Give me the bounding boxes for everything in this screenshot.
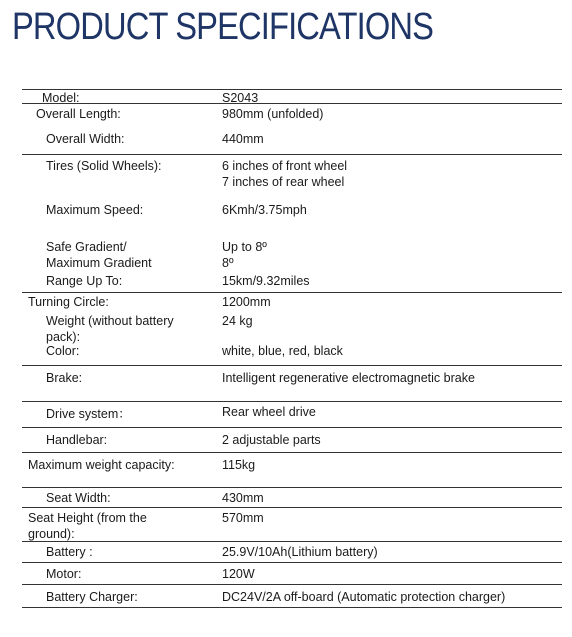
spec-label: Model: xyxy=(42,91,80,105)
spec-row-seat-width xyxy=(22,488,562,508)
spec-label: Seat Height (from the ground): xyxy=(28,511,147,541)
spec-value: 430mm xyxy=(222,491,264,505)
spec-value: 6 inches of front wheel 7 inches of rear wheel xyxy=(222,159,348,189)
spec-label: Seat Width: xyxy=(46,491,111,505)
spec-label: Range Up To: xyxy=(46,274,123,288)
page-title: PRODUCT SPECIFICATIONS xyxy=(12,6,434,48)
spec-row-color xyxy=(22,341,562,366)
spec-label: Safe Gradient/ Maximum Gradient xyxy=(46,240,152,270)
spec-row-range xyxy=(22,272,562,293)
spec-row-model xyxy=(22,90,562,104)
spec-row-gradient xyxy=(22,234,562,272)
spec-row-battery xyxy=(22,542,562,563)
spec-value: 6Kmh/3.75mph xyxy=(222,203,307,217)
spec-row-motor xyxy=(22,563,562,585)
spec-label: Drive system： xyxy=(46,407,131,421)
spec-row-battery-charger xyxy=(22,585,562,608)
spec-label: Overall Length: xyxy=(36,107,121,121)
spec-row-brake xyxy=(22,366,562,402)
spec-label: Overall Width: xyxy=(46,132,125,146)
spec-value: 120W xyxy=(222,567,255,581)
spec-value: Up to 8º 8º xyxy=(222,240,267,270)
spec-label: Maximum weight capacity: xyxy=(28,458,175,472)
spec-value: 115kg xyxy=(222,458,256,472)
spec-label: Tires (Solid Wheels): xyxy=(46,159,162,173)
spec-value: DC24V/2A off-board (Automatic protection charger) xyxy=(222,590,506,604)
spec-row-weight xyxy=(22,312,562,344)
spec-value: Rear wheel drive xyxy=(222,405,316,419)
spec-row-tires xyxy=(22,155,562,234)
spec-row-seat-height xyxy=(22,508,562,542)
spec-value: 570mm xyxy=(222,511,264,525)
spec-row-turning-circle xyxy=(22,293,562,312)
spec-value: 24 kg xyxy=(222,314,253,328)
spec-label: Handlebar: xyxy=(46,433,108,447)
spec-label: Turning Circle: xyxy=(28,295,109,309)
spec-label: Color: xyxy=(46,344,80,358)
spec-value: 2 adjustable parts xyxy=(222,433,321,447)
spec-value: 15km/9.32miles xyxy=(222,274,310,288)
spec-value: 1200mm xyxy=(222,295,271,309)
spec-row-handlebar xyxy=(22,428,562,453)
spec-value: S2043 xyxy=(222,91,259,105)
spec-value: 980mm (unfolded) xyxy=(222,107,324,121)
spec-value: 440mm xyxy=(222,132,264,146)
spec-row-overall-length xyxy=(22,104,562,128)
spec-label: Motor: xyxy=(46,567,82,581)
spec-value: 25.9V/10Ah(Lithium battery) xyxy=(222,545,378,559)
spec-value: Intelligent regenerative electromagnetic brake xyxy=(222,371,475,385)
spec-row-drive-system xyxy=(22,402,562,428)
spec-value: white, blue, red, black xyxy=(222,344,343,358)
spec-label: Battery : xyxy=(46,545,93,559)
specs-table xyxy=(22,89,562,608)
spec-label: Brake: xyxy=(46,371,83,385)
spec-row-max-weight xyxy=(22,453,562,488)
spec-label: Weight (without battery pack): xyxy=(46,314,174,344)
spec-label: Battery Charger: xyxy=(46,590,138,604)
spec-label: Maximum Speed: xyxy=(46,203,144,217)
spec-row-overall-width xyxy=(22,128,562,155)
